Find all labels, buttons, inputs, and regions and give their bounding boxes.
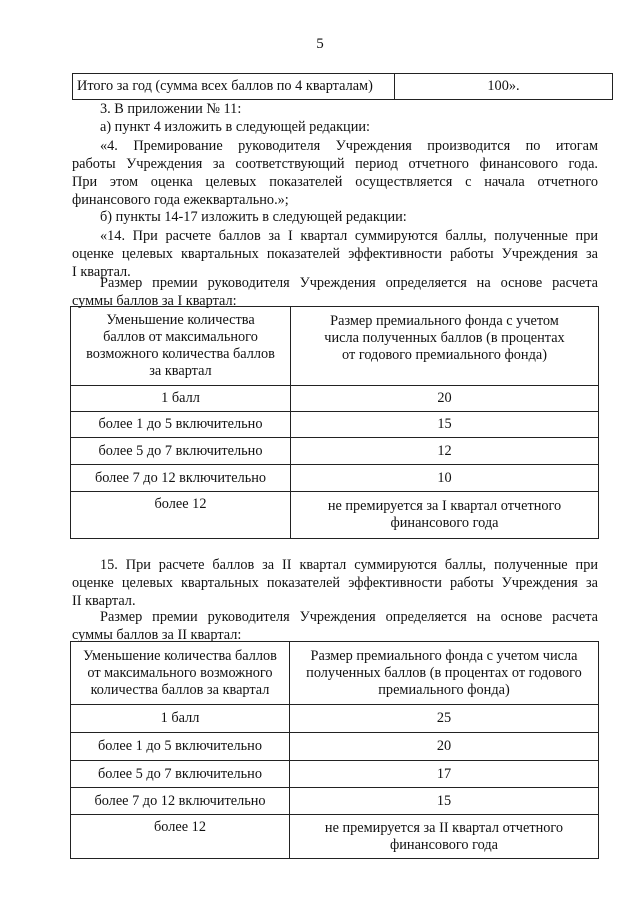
table-cell: не премируется за I квартал отчетного финансового года [291, 492, 599, 539]
table-header-row [71, 307, 599, 386]
table-cell: более 7 до 12 включительно [71, 465, 291, 492]
table-cell: более 5 до 7 включительно [71, 761, 290, 788]
table-row [71, 438, 599, 465]
table-cell: 10 [291, 465, 599, 492]
table-row [71, 733, 599, 761]
table-row [71, 386, 599, 412]
text-line: «4. Премирование руководителя Учреждения производится по итогам [100, 138, 598, 154]
text-line: Размер премии руководителя Учреждения определяется на основе расчета [100, 609, 598, 625]
table-q2 [70, 641, 599, 859]
table-cell: 20 [290, 733, 599, 761]
text-line: работы Учреждения за соответствующий период отчетного финансового года. [72, 156, 598, 172]
total-table [72, 73, 613, 100]
total-label: Итого за год (сумма всех баллов по 4 кварталам) [73, 74, 395, 100]
table-row [71, 788, 599, 815]
table-cell: 1 балл [71, 386, 291, 412]
page-number: 5 [316, 36, 324, 52]
header-cell: Уменьшение количества баллов от максимального возможного количества баллов за квартал [71, 642, 290, 705]
text-line: оценке целевых квартальных показателей эффективности работы Учреждения за [72, 575, 598, 591]
table-cell: 1 балл [71, 705, 290, 733]
text-line: 15. При расчете баллов за II квартал суммируются баллы, полученные при [100, 557, 598, 573]
text-line: суммы баллов за II квартал: [72, 627, 242, 643]
table-row [71, 705, 599, 733]
paragraph-item-14 [72, 227, 598, 281]
text-line: Размер премии руководителя Учреждения определяется на основе расчета [100, 275, 598, 291]
text-line: оценке целевых квартальных показателей эффективности работы Учреждения за [72, 246, 598, 262]
table-q1 [70, 306, 599, 539]
table-header-row [71, 642, 599, 705]
table-cell: 12 [291, 438, 599, 465]
table-cell: 15 [290, 788, 599, 815]
table-cell: 15 [291, 412, 599, 438]
table-cell: более 7 до 12 включительно [71, 788, 290, 815]
table-cell: 17 [290, 761, 599, 788]
text-line: II квартал. [72, 593, 136, 609]
paragraph-item-15 [72, 556, 598, 610]
table-cell: 25 [290, 705, 599, 733]
paragraph-item-4-intro: а) пункт 4 изложить в следующей редакции: [100, 119, 370, 135]
text-line: «14. При расчете баллов за I квартал суммируются баллы, полученные при [100, 228, 598, 244]
text-line: финансового года ежеквартально.»; [72, 192, 289, 208]
paragraph-items-14-17-intro: б) пункты 14-17 изложить в следующей редакции: [100, 209, 407, 225]
paragraph-item-4-text [72, 137, 598, 209]
table-cell: более 12 [71, 815, 290, 859]
table-row [71, 465, 599, 492]
table-cell: 20 [291, 386, 599, 412]
paragraph-bonus-q2 [72, 608, 598, 644]
text-line: При этом оценка целевых показателей осуществляется с начала отчетного [72, 174, 598, 190]
table-row [71, 815, 599, 859]
paragraph-appendix-11: 3. В приложении № 11: [100, 101, 242, 117]
table-cell: не премируется за II квартал отчетного финансового года [290, 815, 599, 859]
header-cell: Размер премиального фонда с учетом числа полученных баллов (в процентах от годового премиального фонда) [291, 307, 599, 386]
header-cell: Размер премиального фонда с учетом числа полученных баллов (в процентах от годового премиального фонда) [290, 642, 599, 705]
text-line: суммы баллов за I квартал: [72, 293, 237, 309]
table-cell: более 1 до 5 включительно [71, 733, 290, 761]
table-cell: более 5 до 7 включительно [71, 438, 291, 465]
paragraph-bonus-q1 [72, 274, 598, 310]
table-cell: более 12 [71, 492, 291, 539]
table-row [71, 412, 599, 438]
header-cell: Уменьшение количества баллов от максимального возможного количества баллов за квартал [71, 307, 291, 386]
total-value: 100». [395, 74, 613, 100]
text-line: I квартал. [72, 264, 131, 280]
table-row [71, 492, 599, 539]
table-cell: более 1 до 5 включительно [71, 412, 291, 438]
table-row [71, 761, 599, 788]
